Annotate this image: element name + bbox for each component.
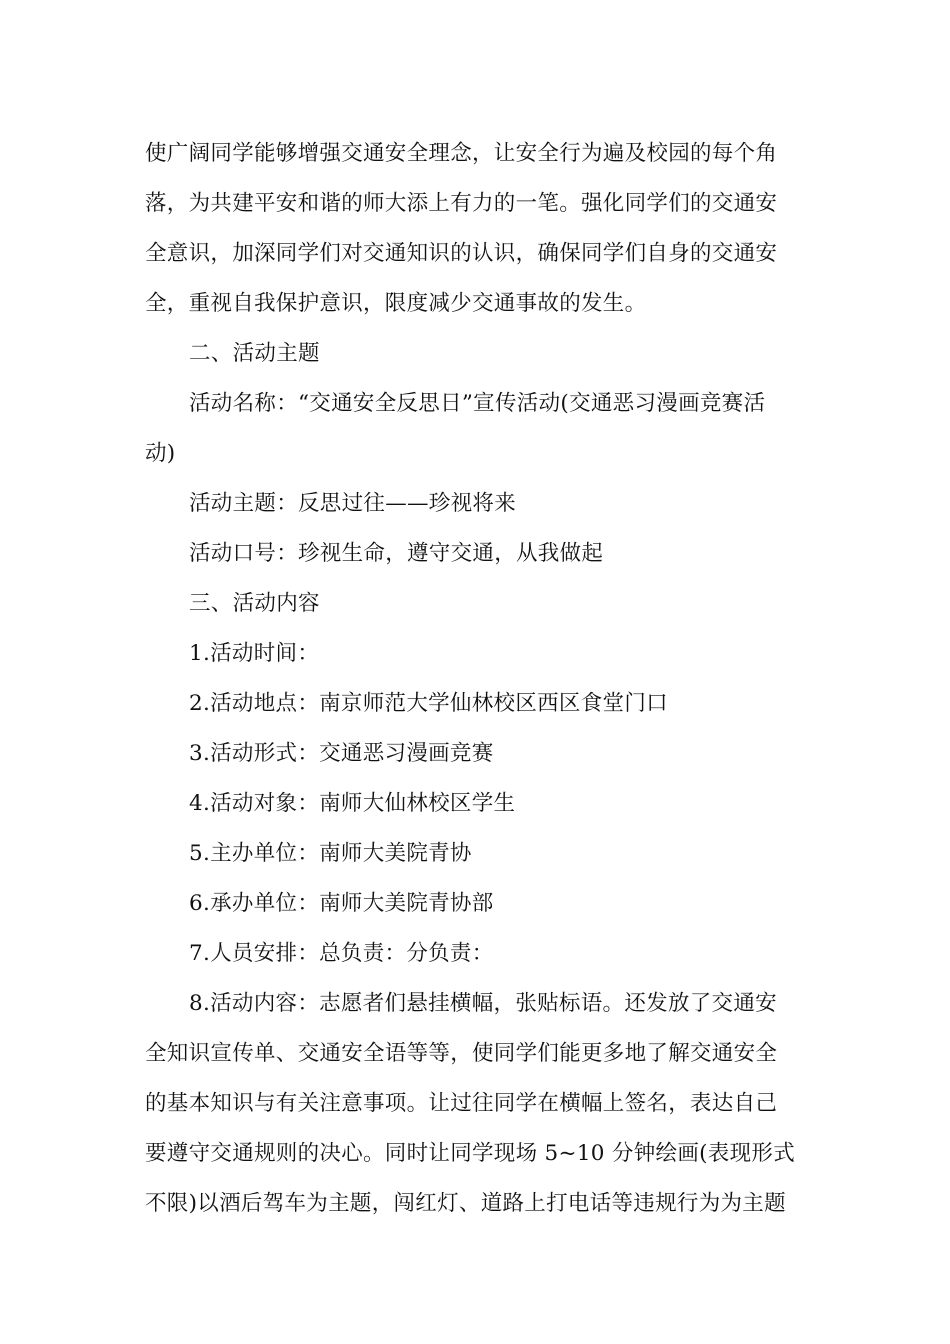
- text-line: 的基本知识与有关注意事项。让过往同学在横幅上签名，表达自己: [145, 1091, 778, 1116]
- text-line: 使广阔同学能够增强交通安全理念，让安全行为遍及校园的每个角: [145, 141, 778, 166]
- intro-paragraph: [145, 129, 810, 329]
- activity-slogan: 活动口号：珍视生命，遵守交通，从我做起: [189, 541, 604, 566]
- list-item: 4.活动对象：南师大仙林校区学生: [189, 791, 516, 816]
- text-line: 不限)以酒后驾车为主题，闯红灯、道路上打电话等违规行为为主题: [145, 1191, 786, 1216]
- section-heading-content: 三、活动内容: [189, 591, 320, 616]
- activity-content-paragraph: [145, 979, 810, 1229]
- activity-theme: 活动主题：反思过往——珍视将来: [189, 491, 517, 516]
- text-line: 8.活动内容：志愿者们悬挂横幅，张贴标语。还发放了交通安: [189, 991, 777, 1016]
- text-line: 全意识，加深同学们对交通知识的认识，确保同学们自身的交通安: [145, 241, 778, 266]
- text-line: 落，为共建平安和谐的师大添上有力的一笔。强化同学们的交通安: [145, 191, 778, 216]
- text-line: 活动名称：“交通安全反思日”宣传活动(交通恶习漫画竞赛活: [189, 391, 766, 416]
- list-item: 1.活动时间：: [189, 641, 320, 666]
- text-line: 要遵守交通规则的决心。同时让同学现场 5~10 分钟绘画(表现形式: [145, 1141, 796, 1166]
- text-line: 动): [145, 441, 176, 466]
- activity-name-paragraph: [145, 379, 810, 479]
- list-item: 3.活动形式：交通恶习漫画竞赛: [189, 741, 494, 766]
- list-item: 5.主办单位：南师大美院青协: [189, 841, 472, 866]
- list-item: 2.活动地点：南京师范大学仙林校区西区食堂门口: [189, 691, 668, 716]
- activity-item-list: [145, 629, 810, 979]
- text-line: 全知识宣传单、交通安全语等等，使同学们能更多地了解交通安全: [145, 1041, 778, 1066]
- text-line: 全，重视自我保护意识，限度减少交通事故的发生。: [145, 291, 647, 316]
- section-heading-theme: 二、活动主题: [189, 341, 320, 366]
- list-item: 7.人员安排：总负责：分负责：: [189, 941, 494, 966]
- document-page: [145, 129, 810, 1229]
- list-item: 6.承办单位：南师大美院青协部: [189, 891, 494, 916]
